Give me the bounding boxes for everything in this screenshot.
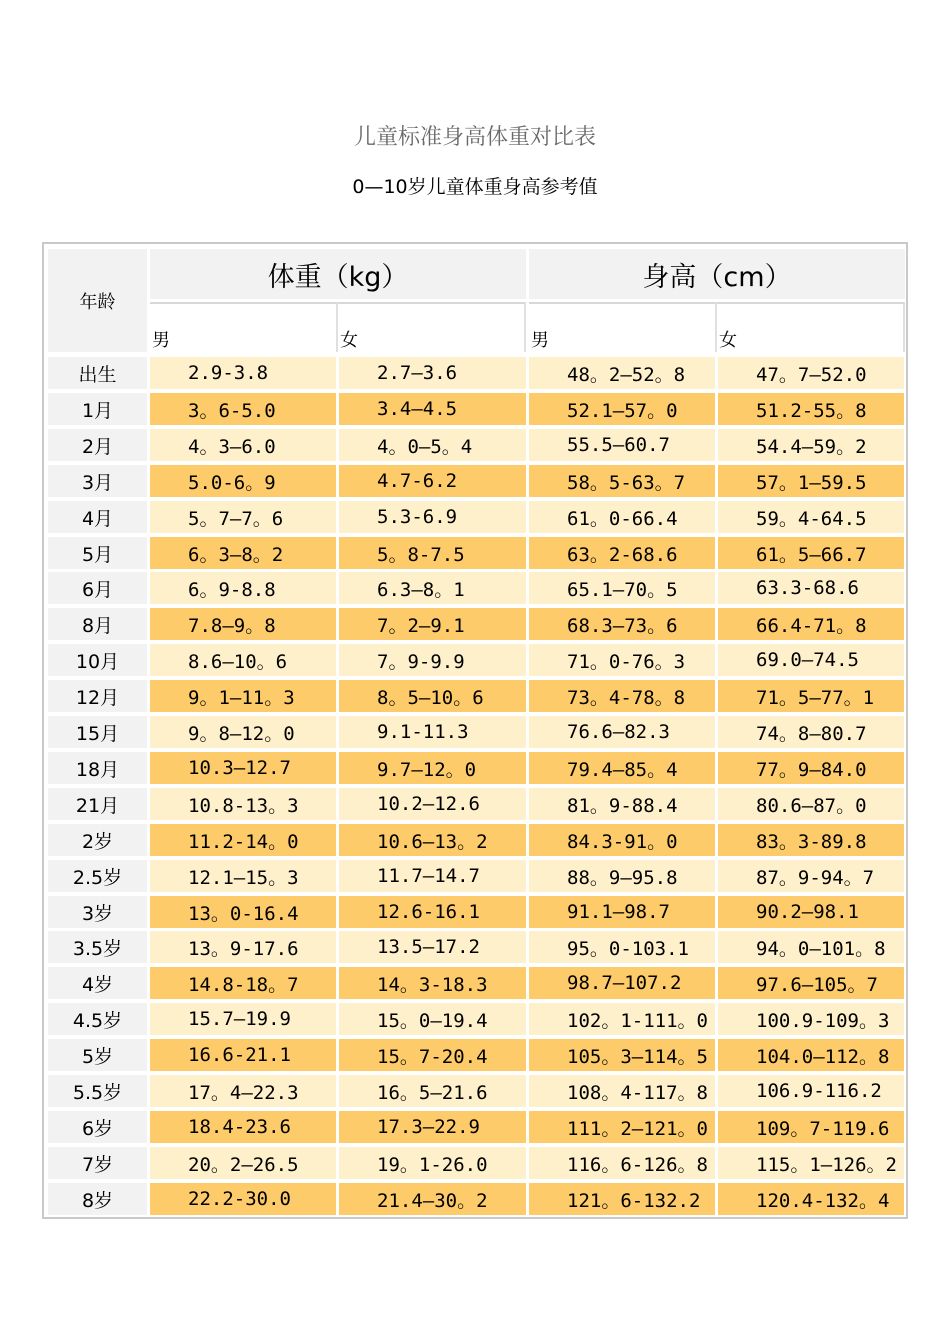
height-female-cell: 94。0—101。8 — [718, 931, 904, 963]
age-cell: 8月 — [48, 608, 147, 640]
weight-male-cell: 3。6-5.0 — [150, 393, 336, 425]
weight-male-cell: 11.2-14。0 — [150, 824, 336, 856]
height-female-cell: 80.6—87。0 — [718, 788, 904, 820]
weight-female-cell: 10.6—13。2 — [339, 824, 526, 856]
height-male-cell: 116。6-126。8 — [529, 1147, 715, 1179]
weight-female-cell: 4.7-6.2 — [339, 465, 526, 497]
growth-reference-table — [42, 242, 908, 1219]
weight-male-cell: 4。3—6.0 — [150, 429, 336, 461]
age-cell: 10月 — [48, 644, 147, 676]
height-female-cell: 51.2-55。8 — [718, 393, 904, 425]
height-male-cell: 61。0-66.4 — [529, 501, 715, 533]
weight-female-cell: 9.7—12。0 — [339, 752, 526, 784]
weight-female-cell: 11.7—14.7 — [339, 860, 526, 892]
weight-male-cell: 18.4-23.6 — [150, 1111, 336, 1143]
height-male-cell: 95。0-103.1 — [529, 931, 715, 963]
weight-male-cell: 7.8—9。8 — [150, 608, 336, 640]
weight-female-cell: 3.4—4.5 — [339, 393, 526, 425]
height-male-cell: 68.3—73。6 — [529, 608, 715, 640]
height-male-cell: 52.1—57。0 — [529, 393, 715, 425]
height-female-cell: 90.2—98.1 — [718, 896, 904, 928]
weight-group-header: 体重（kg） — [150, 249, 526, 299]
height-female-cell: 57。1—59.5 — [718, 465, 904, 497]
weight-female-cell: 19。1-26.0 — [339, 1147, 526, 1179]
weight-female-cell: 16。5—21.6 — [339, 1075, 526, 1107]
document-title: 儿童标准身高体重对比表 — [353, 125, 596, 150]
weight-male-cell: 10.3—12.7 — [150, 752, 336, 784]
height-female-cell: 71。5—77。1 — [718, 680, 904, 712]
weight-female-cell: 14。3-18.3 — [339, 967, 526, 999]
age-column-header: 年龄 — [48, 249, 147, 352]
age-cell: 2月 — [48, 429, 147, 461]
weight-male-cell: 20。2—26.5 — [150, 1147, 336, 1179]
age-cell: 5.5岁 — [48, 1075, 147, 1107]
document-subtitle: 0—10岁儿童体重身高参考值 — [352, 176, 598, 198]
age-cell: 5岁 — [48, 1039, 147, 1071]
height-female-cell: 59。4-64.5 — [718, 501, 904, 533]
age-cell: 3岁 — [48, 896, 147, 928]
height-female-cell: 109。7-119.6 — [718, 1111, 904, 1143]
age-cell: 3.5岁 — [48, 931, 147, 963]
weight-female-cell: 21.4—30。2 — [339, 1183, 526, 1215]
height-male-cell: 58。5-63。7 — [529, 465, 715, 497]
height-female-cell: 83。3-89.8 — [718, 824, 904, 856]
weight-male-cell: 9。1—11。3 — [150, 680, 336, 712]
height-female-cell: 120.4-132。4 — [718, 1183, 904, 1215]
height-male-cell: 98.7—107.2 — [529, 967, 715, 999]
height-male-cell: 71。0-76。3 — [529, 644, 715, 676]
height-male-cell: 63。2-68.6 — [529, 537, 715, 569]
age-cell: 7岁 — [48, 1147, 147, 1179]
height-male-header: 男 — [529, 302, 717, 352]
weight-male-cell: 15.7—19.9 — [150, 1003, 336, 1035]
height-male-cell: 84.3-91。0 — [529, 824, 715, 856]
weight-female-cell: 7。9-9.9 — [339, 644, 526, 676]
height-female-cell: 104.0—112。8 — [718, 1039, 904, 1071]
age-cell: 6月 — [48, 572, 147, 604]
height-male-cell: 76.6—82.3 — [529, 716, 715, 748]
height-group-header: 身高（cm） — [529, 249, 905, 299]
height-female-cell: 100.9-109。3 — [718, 1003, 904, 1035]
age-cell: 18月 — [48, 752, 147, 784]
age-cell: 8岁 — [48, 1183, 147, 1215]
height-female-cell: 47。7—52.0 — [718, 357, 904, 389]
weight-female-cell: 15。7-20.4 — [339, 1039, 526, 1071]
height-male-cell: 65.1—70。5 — [529, 572, 715, 604]
height-female-cell: 106.9-116.2 — [718, 1075, 904, 1107]
weight-male-cell: 8.6—10。6 — [150, 644, 336, 676]
weight-female-cell: 5。8-7.5 — [339, 537, 526, 569]
weight-male-cell: 14.8-18。7 — [150, 967, 336, 999]
weight-male-cell: 9。8—12。0 — [150, 716, 336, 748]
weight-female-cell: 10.2—12.6 — [339, 788, 526, 820]
weight-female-cell: 17.3—22.9 — [339, 1111, 526, 1143]
height-female-cell: 97.6—105。7 — [718, 967, 904, 999]
weight-female-cell: 9.1-11.3 — [339, 716, 526, 748]
age-cell: 6岁 — [48, 1111, 147, 1143]
weight-female-cell: 5.3-6.9 — [339, 501, 526, 533]
weight-female-cell: 4。0—5。4 — [339, 429, 526, 461]
weight-female-header: 女 — [338, 302, 526, 352]
age-cell: 4月 — [48, 501, 147, 533]
height-female-cell: 54.4—59。2 — [718, 429, 904, 461]
weight-male-cell: 13。0-16.4 — [150, 896, 336, 928]
height-female-cell: 63.3-68.6 — [718, 572, 904, 604]
age-cell: 12月 — [48, 680, 147, 712]
height-male-cell: 105。3—114。5 — [529, 1039, 715, 1071]
weight-male-cell: 10.8-13。3 — [150, 788, 336, 820]
weight-male-cell: 16.6-21.1 — [150, 1039, 336, 1071]
height-female-cell: 61。5—66.7 — [718, 537, 904, 569]
height-female-cell: 87。9-94。7 — [718, 860, 904, 892]
age-cell: 4岁 — [48, 967, 147, 999]
height-male-cell: 88。9—95.8 — [529, 860, 715, 892]
weight-male-cell: 2.9-3.8 — [150, 357, 336, 389]
weight-female-cell: 2.7—3.6 — [339, 357, 526, 389]
age-cell: 2.5岁 — [48, 860, 147, 892]
weight-female-cell: 6.3—8。1 — [339, 572, 526, 604]
weight-male-cell: 5。7—7。6 — [150, 501, 336, 533]
height-male-cell: 111。2—121。0 — [529, 1111, 715, 1143]
height-female-cell: 74。8—80.7 — [718, 716, 904, 748]
weight-female-cell: 8。5—10。6 — [339, 680, 526, 712]
weight-male-header: 男 — [150, 302, 338, 352]
height-male-cell: 55.5—60.7 — [529, 429, 715, 461]
height-male-cell: 91.1—98.7 — [529, 896, 715, 928]
weight-female-cell: 7。2—9.1 — [339, 608, 526, 640]
height-male-cell: 102。1-111。0 — [529, 1003, 715, 1035]
age-cell: 3月 — [48, 465, 147, 497]
height-female-cell: 115。1—126。2 — [718, 1147, 904, 1179]
age-cell: 5月 — [48, 537, 147, 569]
height-female-header: 女 — [717, 302, 905, 352]
weight-male-cell: 6。3—8。2 — [150, 537, 336, 569]
weight-female-cell: 15。0—19.4 — [339, 1003, 526, 1035]
height-female-cell: 69.0—74.5 — [718, 644, 904, 676]
weight-male-cell: 5.0-6。9 — [150, 465, 336, 497]
weight-female-cell: 12.6-16.1 — [339, 896, 526, 928]
height-female-cell: 66.4-71。8 — [718, 608, 904, 640]
height-male-cell: 79.4—85。4 — [529, 752, 715, 784]
height-male-cell: 48。2—52。8 — [529, 357, 715, 389]
height-male-cell: 73。4-78。8 — [529, 680, 715, 712]
weight-male-cell: 13。9-17.6 — [150, 931, 336, 963]
weight-male-cell: 6。9-8.8 — [150, 572, 336, 604]
height-male-cell: 121。6-132.2 — [529, 1183, 715, 1215]
weight-male-cell: 17。4—22.3 — [150, 1075, 336, 1107]
weight-male-cell: 12.1—15。3 — [150, 860, 336, 892]
height-male-cell: 81。9-88.4 — [529, 788, 715, 820]
weight-male-cell: 22.2-30.0 — [150, 1183, 336, 1215]
age-cell: 15月 — [48, 716, 147, 748]
age-cell: 2岁 — [48, 824, 147, 856]
height-female-cell: 77。9—84.0 — [718, 752, 904, 784]
age-cell: 4.5岁 — [48, 1003, 147, 1035]
height-male-cell: 108。4-117。8 — [529, 1075, 715, 1107]
weight-female-cell: 13.5—17.2 — [339, 931, 526, 963]
age-cell: 21月 — [48, 788, 147, 820]
age-cell: 1月 — [48, 393, 147, 425]
age-cell: 出生 — [48, 357, 147, 389]
